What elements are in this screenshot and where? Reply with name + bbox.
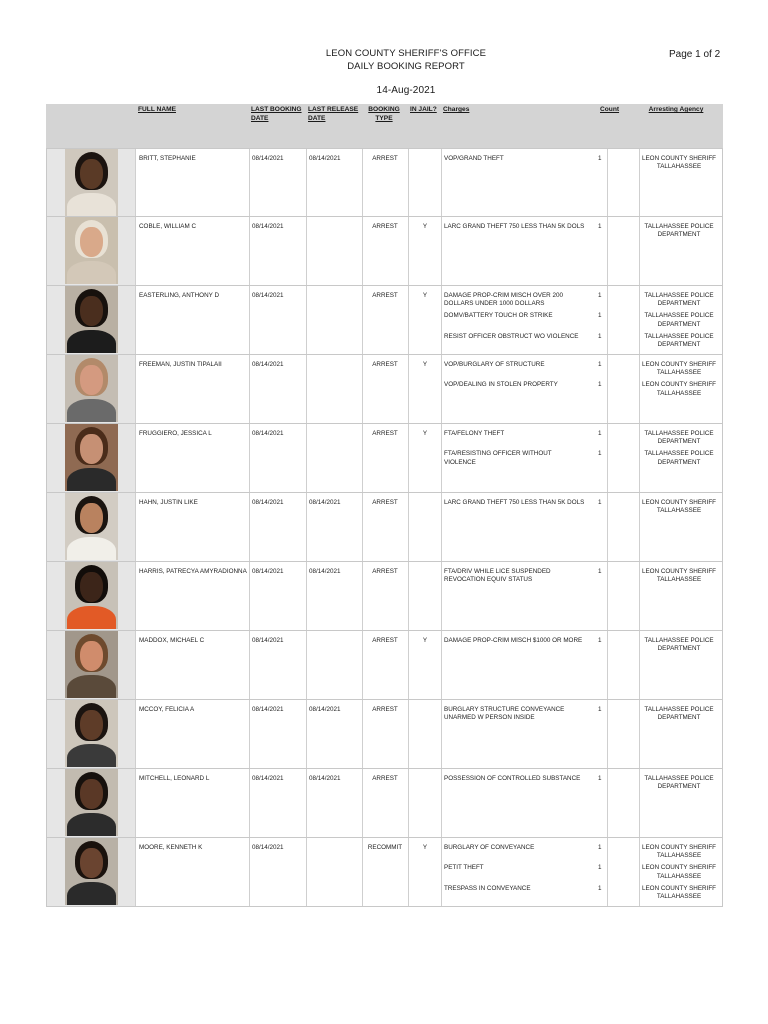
photo-face: [80, 159, 103, 189]
column-divider: [441, 562, 442, 630]
charge-description: DOMV/BATTERY TOUCH OR STRIKE: [444, 312, 553, 320]
column-divider: [607, 493, 608, 561]
column-divider: [249, 700, 250, 768]
charge-count: 1: [598, 499, 602, 506]
arresting-agency: LEON COUNTY SHERIFF TALLAHASSEE: [641, 884, 717, 900]
last-booking-date: 08/14/2021: [252, 292, 284, 299]
charge-description: FTA/FELONY THEFT: [444, 430, 505, 437]
column-divider: [249, 838, 250, 906]
column-divider: [607, 838, 608, 906]
booking-photo: [65, 769, 118, 836]
charge-count: 1: [598, 223, 602, 230]
arresting-agency: LEON COUNTY SHERIFF TALLAHASSEE: [641, 499, 717, 515]
booking-table: [46, 104, 723, 907]
column-divider: [441, 355, 442, 423]
photo-shoulders: [67, 193, 116, 216]
column-divider: [249, 631, 250, 699]
column-divider: [306, 700, 307, 768]
photo-shoulders: [67, 675, 116, 698]
photo-face: [80, 710, 103, 740]
col-last-release-date: [308, 106, 358, 123]
booking-photo: [65, 149, 118, 216]
arresting-agency: TALLAHASSEE POLICE DEPARTMENT: [644, 637, 714, 653]
column-divider: [306, 493, 307, 561]
arresting-agency: TALLAHASSEE POLICE DEPARTMENT: [644, 312, 714, 328]
booking-type: ARREST: [372, 499, 398, 506]
table-row: [46, 286, 723, 355]
photo-shoulders: [67, 813, 116, 836]
column-divider: [249, 355, 250, 423]
in-jail-flag: Y: [422, 361, 428, 368]
col-count: Count: [600, 106, 620, 113]
booking-type: ARREST: [372, 775, 398, 782]
column-divider: [135, 769, 136, 837]
column-divider: [249, 493, 250, 561]
col-last-booking-sub: DATE: [251, 114, 269, 122]
charge-description: FTA/RESISTING OFFICER WITHOUT VIOLENCE: [444, 450, 552, 466]
arresting-agency: TALLAHASSEE POLICE DEPARTMENT: [644, 332, 714, 348]
charge-description: LARC GRAND THEFT 750 LESS THAN 5K DOLS: [444, 223, 585, 230]
photo-shoulders: [67, 468, 116, 491]
booking-photo: [65, 562, 118, 629]
col-last-booking-date: [251, 106, 302, 123]
column-divider: [306, 286, 307, 354]
table-row: [46, 769, 723, 838]
in-jail-flag: Y: [422, 292, 428, 299]
last-release-date: 08/14/2021: [309, 155, 341, 162]
charge-description: VOP/BURGLARY OF STRUCTURE: [444, 361, 545, 368]
col-last-release-sub: DATE: [308, 114, 326, 122]
in-jail-flag: Y: [422, 637, 428, 644]
charge-description: FTA/DRIV WHILE LICE SUSPENDED REVOCATION EQUIV STATUS: [444, 568, 551, 584]
last-release-date: 08/14/2021: [309, 706, 341, 713]
last-booking-date: 08/14/2021: [252, 775, 284, 782]
column-divider: [306, 355, 307, 423]
booking-photo: [65, 493, 118, 560]
table-row: [46, 148, 723, 217]
column-divider: [408, 700, 409, 768]
charge-count: 1: [598, 450, 602, 458]
full-name: MADDOX, MICHAEL C: [139, 637, 205, 644]
report-title-block: [0, 48, 768, 98]
photo-face: [80, 365, 103, 395]
photo-shoulders: [67, 399, 116, 422]
full-name: COBLE, WILLIAM C: [139, 223, 197, 230]
photo-shoulders: [67, 537, 116, 560]
charge-description: BURGLARY STRUCTURE CONVEYANCE UNARMED W PERSON INSIDE: [444, 706, 565, 722]
column-divider: [135, 838, 136, 906]
column-divider: [249, 149, 250, 216]
column-divider: [306, 769, 307, 837]
last-booking-date: 08/14/2021: [252, 155, 284, 162]
full-name: HARRIS, PATRECYA AMYRADIONNA: [139, 568, 247, 575]
photo-face: [80, 848, 103, 878]
booking-photo: [65, 286, 118, 353]
column-divider: [408, 493, 409, 561]
booking-photo: [65, 838, 118, 905]
charge-count: 1: [598, 844, 602, 851]
photo-face: [80, 503, 103, 533]
booking-type: ARREST: [372, 155, 398, 162]
column-divider: [249, 217, 250, 285]
charge-description: DAMAGE PROP-CRIM MISCH OVER 200 DOLLARS UNDER 1000 DOLLARS: [444, 292, 563, 308]
last-booking-date: 08/14/2021: [252, 499, 284, 506]
column-divider: [306, 149, 307, 216]
charge-description: BURGLARY OF CONVEYANCE: [444, 844, 535, 851]
column-divider: [607, 700, 608, 768]
col-last-booking-label: LAST BOOKING: [251, 106, 302, 113]
booking-type: ARREST: [372, 223, 398, 230]
column-divider: [441, 149, 442, 216]
col-last-release-label: LAST RELEASE: [308, 106, 359, 113]
column-divider: [135, 286, 136, 354]
arresting-agency: TALLAHASSEE POLICE DEPARTMENT: [644, 706, 714, 722]
charge-count: 1: [598, 430, 602, 437]
in-jail-flag: Y: [422, 844, 428, 851]
office-name: LEON COUNTY SHERIFF'S OFFICE: [325, 48, 487, 59]
table-row: [46, 700, 723, 769]
table-row: [46, 562, 723, 631]
column-divider: [249, 769, 250, 837]
column-divider: [441, 424, 442, 492]
booking-type: ARREST: [372, 706, 398, 713]
arresting-agency: LEON COUNTY SHERIFF TALLAHASSEE: [641, 844, 717, 860]
column-divider: [441, 493, 442, 561]
last-booking-date: 08/14/2021: [252, 706, 284, 713]
charge-count: 1: [598, 568, 602, 575]
full-name: MOORE, KENNETH K: [139, 844, 203, 851]
arresting-agency: LEON COUNTY SHERIFF TALLAHASSEE: [641, 361, 717, 377]
charge-count: 1: [598, 706, 602, 713]
last-release-date: 08/14/2021: [309, 568, 341, 575]
charge-description: VOP/DEALING IN STOLEN PROPERTY: [444, 381, 558, 389]
full-name: MCCOY, FELICIA A: [139, 706, 195, 713]
column-divider: [408, 562, 409, 630]
col-booking-type: [362, 106, 406, 123]
photo-face: [80, 779, 103, 809]
photo-shoulders: [67, 330, 116, 353]
table-row: [46, 631, 723, 700]
charge-description: LARC GRAND THEFT 750 LESS THAN 5K DOLS: [444, 499, 585, 506]
column-divider: [441, 631, 442, 699]
column-divider: [441, 286, 442, 354]
charge-description: TRESPASS IN CONVEYANCE: [444, 884, 531, 892]
arresting-agency: LEON COUNTY SHERIFF TALLAHASSEE: [641, 864, 717, 880]
charge-description: VOP/GRAND THEFT: [444, 155, 504, 162]
column-divider: [135, 149, 136, 216]
charge-count: 1: [598, 381, 602, 389]
charge-count: 1: [598, 155, 602, 162]
booking-photo: [65, 355, 118, 422]
last-booking-date: 08/14/2021: [252, 430, 284, 437]
charge-description: PETIT THEFT: [444, 864, 484, 872]
arresting-agency: LEON COUNTY SHERIFF TALLAHASSEE: [641, 568, 717, 584]
full-name: HAHN, JUSTIN LIKE: [139, 499, 198, 506]
column-divider: [249, 286, 250, 354]
arresting-agency: TALLAHASSEE POLICE DEPARTMENT: [644, 450, 714, 466]
arresting-agency: TALLAHASSEE POLICE DEPARTMENT: [644, 775, 714, 791]
photo-shoulders: [67, 744, 116, 767]
in-jail-flag: Y: [422, 223, 428, 230]
column-divider: [607, 769, 608, 837]
photo-face: [80, 227, 103, 257]
column-divider: [306, 562, 307, 630]
photo-face: [80, 572, 103, 602]
col-in-jail: IN JAIL?: [410, 106, 437, 113]
booking-photo: [65, 424, 118, 491]
col-arresting-agency: Arresting Agency: [648, 106, 704, 113]
in-jail-flag: Y: [422, 430, 428, 437]
col-booking-type-label: BOOKING: [368, 106, 400, 113]
table-row: [46, 217, 723, 286]
column-divider: [135, 355, 136, 423]
column-divider: [135, 493, 136, 561]
column-divider: [135, 217, 136, 285]
booking-type: ARREST: [372, 430, 398, 437]
booking-type: ARREST: [372, 292, 398, 299]
column-divider: [607, 149, 608, 216]
table-header: [46, 104, 723, 148]
column-divider: [441, 700, 442, 768]
table-body: [46, 148, 723, 907]
column-divider: [607, 217, 608, 285]
full-name: BRITT, STEPHANIE: [139, 155, 196, 162]
full-name: FREEMAN, JUSTIN TIPALAII: [139, 361, 222, 368]
arresting-agency: TALLAHASSEE POLICE DEPARTMENT: [644, 223, 714, 239]
booking-type: ARREST: [372, 361, 398, 368]
table-row: [46, 355, 723, 424]
column-divider: [607, 355, 608, 423]
booking-photo: [65, 631, 118, 698]
col-full-name: FULL NAME: [138, 106, 176, 113]
charge-description: RESIST OFFICER OBSTRUCT WO VIOLENCE: [444, 332, 579, 340]
charge-count: 1: [598, 775, 602, 782]
charge-count: 1: [598, 332, 602, 340]
full-name: MITCHELL, LEONARD L: [139, 775, 210, 782]
full-name: EASTERLING, ANTHONY D: [139, 292, 220, 299]
column-divider: [135, 700, 136, 768]
last-booking-date: 08/14/2021: [252, 637, 284, 644]
arresting-agency: TALLAHASSEE POLICE DEPARTMENT: [644, 292, 714, 308]
charge-count: 1: [598, 864, 602, 872]
last-booking-date: 08/14/2021: [252, 844, 284, 851]
booking-photo: [65, 700, 118, 767]
arresting-agency: LEON COUNTY SHERIFF TALLAHASSEE: [641, 155, 717, 171]
booking-type: ARREST: [372, 568, 398, 575]
column-divider: [249, 424, 250, 492]
photo-face: [80, 434, 103, 464]
table-row: [46, 493, 723, 562]
last-booking-date: 08/14/2021: [252, 361, 284, 368]
charge-description: DAMAGE PROP-CRIM MISCH $1000 OR MORE: [444, 637, 583, 644]
column-divider: [249, 562, 250, 630]
column-divider: [135, 631, 136, 699]
last-booking-date: 08/14/2021: [252, 568, 284, 575]
column-divider: [441, 217, 442, 285]
report-date: 14-Aug-2021: [376, 85, 436, 96]
last-release-date: 08/14/2021: [309, 775, 341, 782]
table-row: [46, 424, 723, 493]
charge-count: 1: [598, 361, 602, 368]
arresting-agency: LEON COUNTY SHERIFF TALLAHASSEE: [641, 381, 717, 397]
col-booking-type-sub: TYPE: [375, 114, 393, 122]
photo-face: [80, 641, 103, 671]
column-divider: [607, 286, 608, 354]
column-divider: [441, 838, 442, 906]
column-divider: [607, 562, 608, 630]
column-divider: [306, 838, 307, 906]
page-number: Page 1 of 2: [669, 49, 721, 60]
booking-type: RECOMMIT: [367, 844, 403, 851]
column-divider: [135, 562, 136, 630]
column-divider: [306, 424, 307, 492]
table-row: [46, 838, 723, 907]
photo-shoulders: [67, 606, 116, 629]
report-name: DAILY BOOKING REPORT: [347, 60, 465, 72]
column-divider: [135, 424, 136, 492]
charge-count: 1: [598, 292, 602, 299]
column-divider: [306, 631, 307, 699]
full-name: FRUGGIERO, JESSICA L: [139, 430, 212, 437]
column-divider: [408, 149, 409, 216]
last-booking-date: 08/14/2021: [252, 223, 284, 230]
last-release-date: 08/14/2021: [309, 499, 341, 506]
column-divider: [607, 631, 608, 699]
column-divider: [607, 424, 608, 492]
booking-type: ARREST: [372, 637, 398, 644]
charge-count: 1: [598, 312, 602, 320]
photo-shoulders: [67, 261, 116, 284]
arresting-agency: TALLAHASSEE POLICE DEPARTMENT: [644, 430, 714, 446]
booking-photo: [65, 217, 118, 284]
charge-count: 1: [598, 884, 602, 892]
charge-description: POSSESSION OF CONTROLLED SUBSTANCE: [444, 775, 581, 782]
photo-face: [80, 296, 103, 326]
column-divider: [441, 769, 442, 837]
charge-count: 1: [598, 637, 602, 644]
col-charges: Charges: [443, 106, 470, 113]
column-divider: [408, 769, 409, 837]
photo-shoulders: [67, 882, 116, 905]
column-divider: [306, 217, 307, 285]
